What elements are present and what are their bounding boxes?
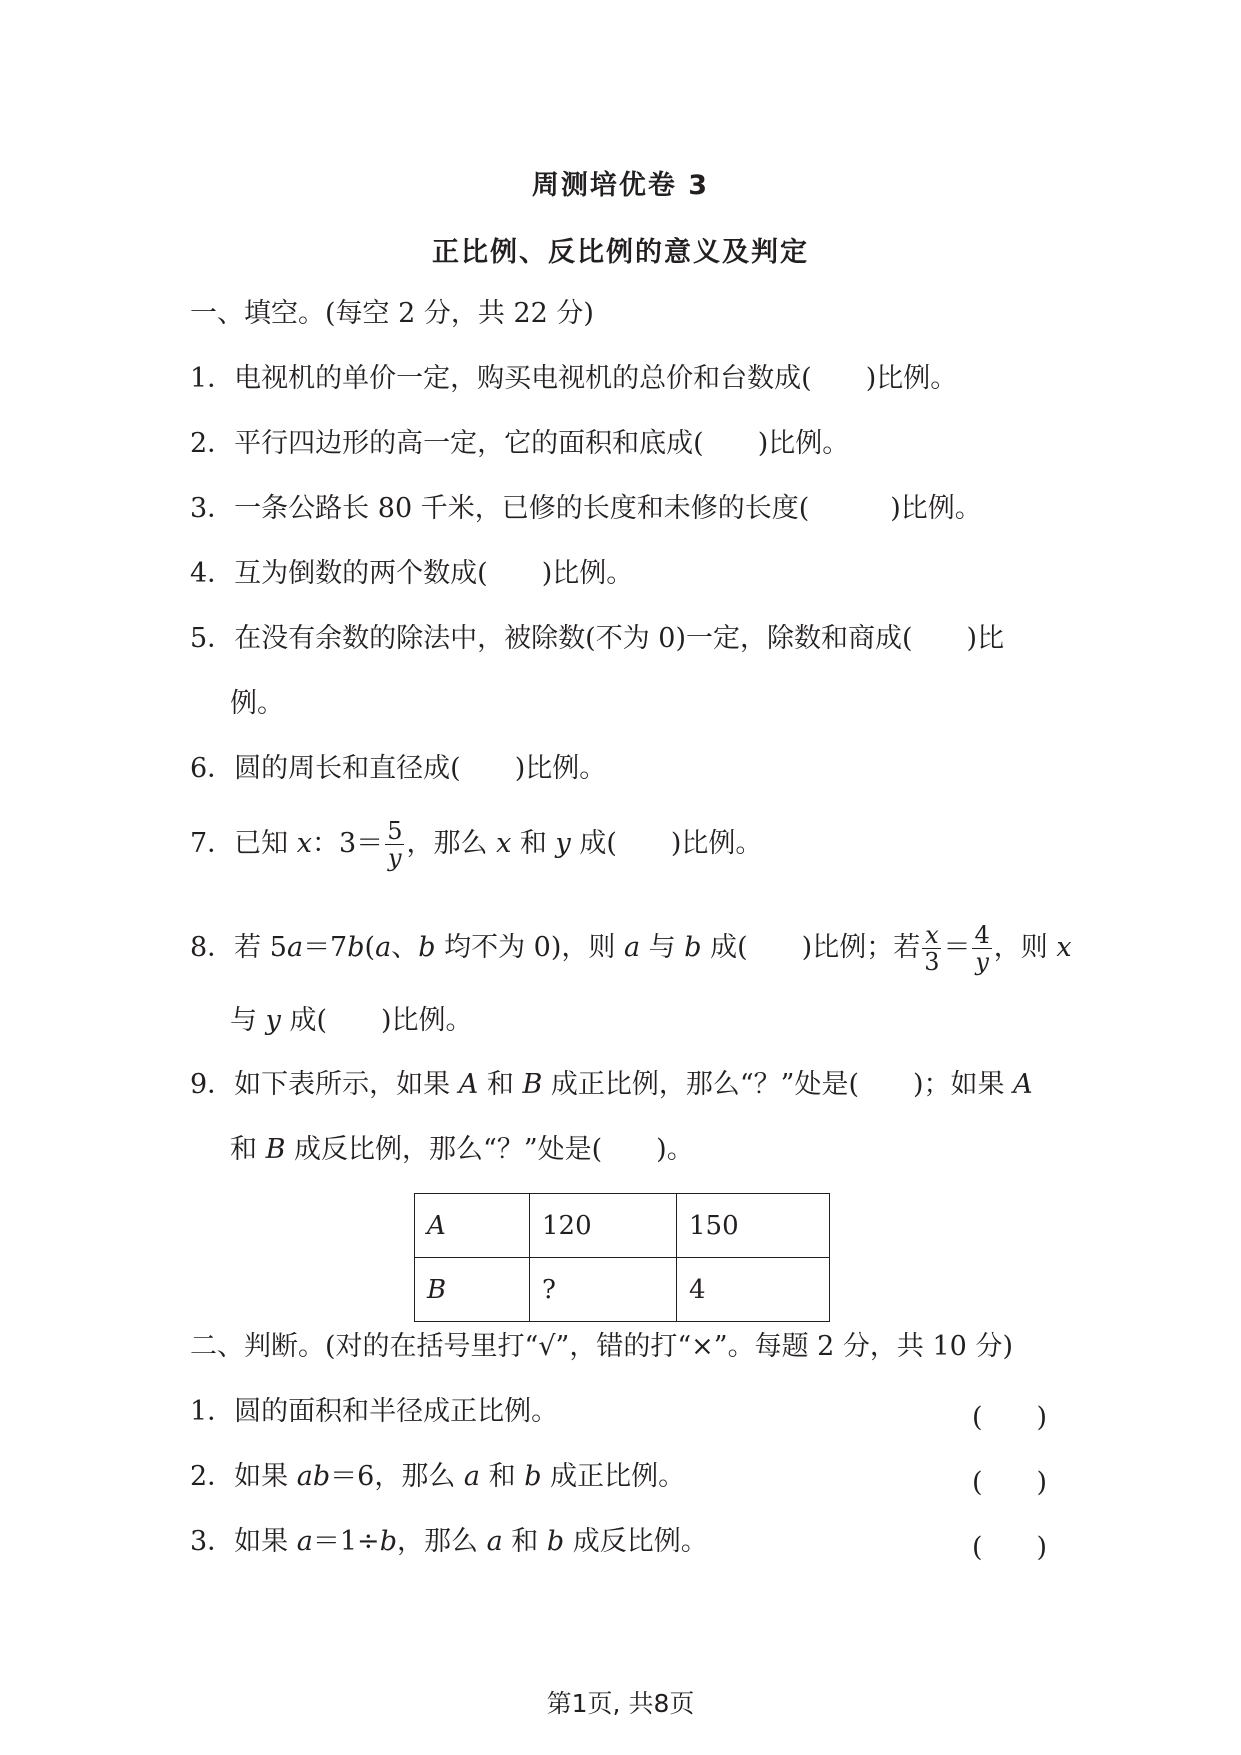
table-cell: ? [530,1258,677,1322]
section2-heading: 二、判断。(对的在括号里打“√”，错的打“×”。每题 2 分，共 10 分) [190,1331,1013,1362]
question-1-4: 4．互为倒数的两个数成( )比例。 [190,558,634,589]
page-footer: 第1页, 共8页 [546,1689,695,1718]
section1-heading: 一、填空。(每空 2 分，共 22 分) [190,298,594,329]
answer-paren-2-2[interactable]: ( ) [972,1467,1048,1498]
answer-paren-2-3[interactable]: ( ) [972,1532,1048,1563]
question-2-2: 2．如果 ab＝6，那么 a 和 b 成正比例。 [190,1461,686,1492]
question-1-6: 6．圆的周长和直径成( )比例。 [190,753,607,784]
page-subtitle: 正比例、反比例的意义及判定 [432,237,809,268]
question-1-1: 1．电视机的单价一定，购买电视机的总价和台数成( )比例。 [190,363,958,394]
table-cell: 150 [677,1194,830,1258]
question-1-5-cont: 例。 [230,688,284,719]
table-cell: B [415,1258,530,1322]
question-1-5: 5．在没有余数的除法中，被除数(不为 0)一定，除数和商成( )比 [190,623,1005,654]
question-1-9: 9．如下表所示，如果 A 和 B 成正比例，那么“？”处是( )；如果 A [190,1069,1033,1100]
question-1-2: 2．平行四边形的高一定，它的面积和底成( )比例。 [190,428,850,459]
fraction-4-over-y: $\frac{4}{y}$ [974,921,990,976]
question-1-8: 8．若 5a＝7b(a、b 均不为 0)，则 a 与 b 成( )比例；若 $\frac{x}{3}$ ＝ $\frac{4}{y}$ ，则 x [190,921,1072,976]
page-title: 周测培优卷 3 [531,170,710,201]
table-cell: 120 [530,1194,677,1258]
table-row [415,1258,830,1322]
question-1-9-cont: 和 B 成反比例，那么“？”处是( )。 [230,1134,694,1165]
question-2-1: 1．圆的面积和半径成正比例。 [190,1396,559,1427]
question-1-3: 3．一条公路长 80 千米，已修的长度和未修的长度( )比例。 [190,493,982,524]
table-cell: A [415,1194,530,1258]
table-row [415,1194,830,1258]
answer-paren-2-1[interactable]: ( ) [972,1402,1048,1433]
table-cell: 4 [677,1258,830,1322]
fraction-x-over-3: $\frac{x}{3}$ [924,921,940,976]
question-1-7: 7．已知 x：3＝ $\frac{5}{y}$ ，那么 x 和 y 成( )比例。 [190,817,763,872]
question-1-8-cont: 与 y 成( )比例。 [230,1005,473,1036]
question-2-3: 3．如果 a＝1÷b，那么 a 和 b 成反比例。 [190,1526,708,1557]
fraction-5-over-y: $\frac{5}{y}$ [387,817,403,872]
proportion-table [414,1193,830,1322]
